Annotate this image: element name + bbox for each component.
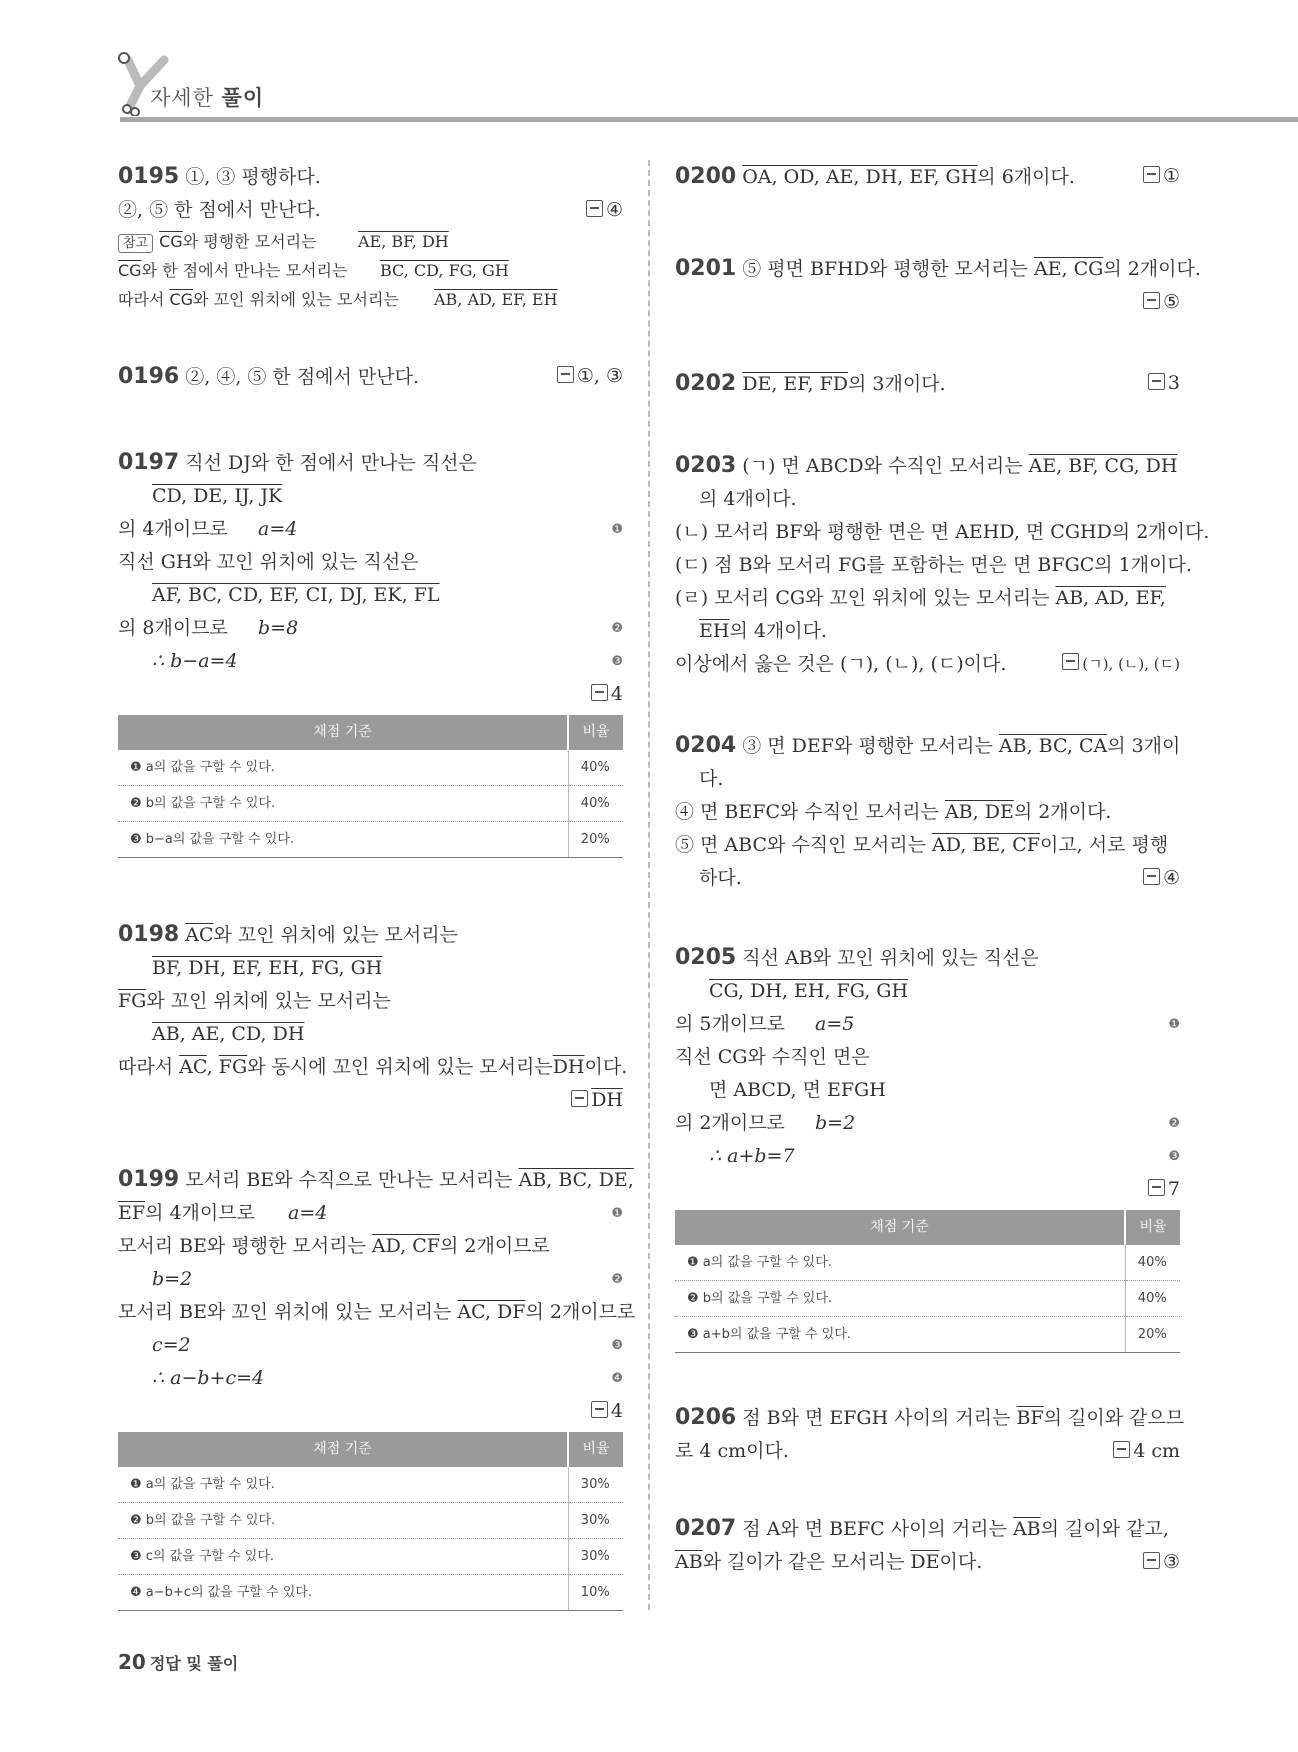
table-row: ❶ a의 값을 구할 수 있다. 40%	[118, 750, 623, 786]
problem-0199: 0199 모서리 BE와 수직으로 만나는 모서리는 AB, BC, DE, $\overline{EF}$의 4개이므로 a=4 ❶ 모서리 BE와 평행한 모서리는 AD, CF의 2개이므로 b=2 ❷ 모서리 BE와 꼬인 위치에 있는 모서리는 AC, DF의 2개이므로 c=2 ❸ ∴ a−b+c=4 ❹ 4 채점 기준 비율 ❶ a의 값을 구할 수 있다. 30% ❷ b의 값을 구할 수 있다. 30% ❸ c의 값을 구할 수 있다. 30% ❹ a−b+c의 값을 구할 수 있다. 10%	[118, 1163, 623, 1611]
answer-icon	[571, 1090, 588, 1107]
answer-icon	[1148, 373, 1165, 390]
section-title: 자세한 풀이	[150, 86, 265, 110]
answer-0201: ⑤	[1143, 286, 1180, 319]
answer-icon	[586, 200, 603, 217]
page-footer	[118, 1650, 238, 1674]
answer-0207: ③	[1143, 1546, 1180, 1579]
answer-0196: ①, ③	[557, 360, 623, 393]
scoring-table-0199: 채점 기준 비율 ❶ a의 값을 구할 수 있다. 30% ❷ b의 값을 구할 수 있다. 30% ❸ c의 값을 구할 수 있다. 30% ❹ a−b+c의 값을 구할 수 있다. 10%	[118, 1432, 623, 1611]
answer-0197: 4	[591, 678, 623, 711]
answer-icon	[1143, 292, 1160, 309]
scoring-table-0197: 채점 기준 비율 ❶ a의 값을 구할 수 있다. 40% ❷ b의 값을 구할 수 있다. 40% ❸ b−a의 값을 구할 수 있다. 20%	[118, 715, 623, 858]
answer-0199: 4	[591, 1395, 623, 1428]
note-0195: 참고 $\overline{CG}$와 평행한 모서리는 AE, BF, DH $\overline{CG}$와 한 점에서 만나는 모서리는 BC, CD, FG, GH 따라서 $\overline{CG}$와 꼬인 위치에 있는 모서리는 AB, AD, EF, EH	[118, 232, 558, 309]
problem-0207: 0207 점 A와 면 BEFC 사이의 거리는 $\overline{AB}$의 길이와 같고, $\overline{AB}$와 길이가 같은 모서리는 $\overline{DE}$이다. ③	[675, 1512, 1180, 1579]
table-row: ❸ a+b의 값을 구할 수 있다. 20%	[675, 1317, 1180, 1353]
answer-0205: 7	[1148, 1173, 1180, 1206]
problem-0198: 0198 $\overline{AC}$와 꼬인 위치에 있는 모서리는 BF, DH, EF, EH, FG, GH $\overline{FG}$와 꼬인 위치에 있는 모서리는 AB, AE, CD, DH 따라서 $\overline{AC}$, $\overline{FG}$와 동시에 꼬인 위치에 있는 모서리는$\overline{DH}$이다. $\overline{DH}$	[118, 918, 623, 1117]
problem-0206: 0206 점 B와 면 EFGH 사이의 거리는 $\overline{BF}$의 길이와 같으므 로 4 cm이다. 4 cm	[675, 1401, 1180, 1468]
problem-0196: 0196 ②, ④, ⑤ 한 점에서 만난다. ①, ③	[118, 360, 623, 394]
answer-icon	[1143, 868, 1160, 885]
answer-0195: ④	[586, 194, 623, 227]
answer-0203: (ㄱ), (ㄴ), (ㄷ)	[1062, 648, 1180, 681]
answer-0202: 3	[1148, 367, 1180, 400]
problem-0204: 0204 ③ 면 DEF와 평행한 모서리는 AB, BC, CA의 3개이 다. ④ 면 BEFC와 수직인 모서리는 AB, DE의 2개이다. ⑤ 면 ABC와 수직인 모서리는 AD, BE, CF이고, 서로 평행 하다. ④	[675, 729, 1180, 895]
answer-0200: ①	[1143, 160, 1180, 193]
answer-icon	[1143, 166, 1160, 183]
left-column	[118, 160, 636, 1611]
table-row: ❷ b의 값을 구할 수 있다. 40%	[118, 786, 623, 822]
answer-icon	[1143, 1552, 1160, 1569]
table-row: ❸ c의 값을 구할 수 있다. 30%	[118, 1539, 623, 1575]
right-column	[675, 160, 1210, 1579]
column-divider	[648, 160, 650, 1610]
table-row: ❶ a의 값을 구할 수 있다. 40%	[675, 1245, 1180, 1281]
table-row: ❶ a의 값을 구할 수 있다. 30%	[118, 1467, 623, 1503]
answer-0206: 4 cm	[1113, 1435, 1180, 1468]
problem-0202: 0202 DE, EF, FD의 3개이다. 3	[675, 367, 1180, 401]
problem-0203: 0203 (ㄱ) 면 ABCD와 수직인 모서리는 AE, BF, CG, DH 의 4개이다. (ㄴ) 모서리 BF와 평행한 면은 면 AEHD, 면 CGHD의 2개이다. (ㄷ) 점 B와 모서리 FG를 포함하는 면은 면 BFGC의 1개이다. (ㄹ) 모서리 CG와 꼬인 위치에 있는 모서리는 AB, AD, EF, $\overline{EH}$의 4개이다. 이상에서 옳은 것은 (ㄱ), (ㄴ), (ㄷ)이다. (ㄱ), (ㄴ), (ㄷ)	[675, 449, 1180, 681]
scoring-table-0205: 채점 기준 비율 ❶ a의 값을 구할 수 있다. 40% ❷ b의 값을 구할 수 있다. 40% ❸ a+b의 값을 구할 수 있다. 20%	[675, 1210, 1180, 1353]
header-rule	[120, 117, 1298, 122]
answer-icon	[1062, 653, 1079, 670]
table-row: ❹ a−b+c의 값을 구할 수 있다. 10%	[118, 1575, 623, 1611]
problem-0205: 0205 직선 AB와 꼬인 위치에 있는 직선은 CG, DH, EH, FG, GH 의 5개이므로 a=5 ❶ 직선 CG와 수직인 면은 면 ABCD, 면 EFGH 의 2개이므로 b=2 ❷ ∴ a+b=7 ❸ 7 채점 기준 비율 ❶ a의 값을 구할 수 있다. 40% ❷ b의 값을 구할 수 있다. 40% ❸ a+b의 값을 구할 수 있다. 20%	[675, 941, 1180, 1353]
problem-0197: 0197 직선 DJ와 한 점에서 만나는 직선은 CD, DE, IJ, JK 의 4개이므로 a=4 ❶ 직선 GH와 꼬인 위치에 있는 직선은 AF, BC, CD, EF, CI, DJ, EK, FL 의 8개이므로 b=8 ❷ ∴ b−a=4 ❸ 4 채점 기준 비율 ❶ a의 값을 구할 수 있다. 40% ❷ b의 값을 구할 수 있다. 40% ❸ b−a의 값을 구할 수 있다. 20%	[118, 446, 623, 858]
answer-icon	[591, 684, 608, 701]
problem-0201: 0201 ⑤ 평면 BFHD와 평행한 모서리는 AE, CG의 2개이다. ⑤	[675, 252, 1180, 319]
answer-0198: $\overline{DH}$	[571, 1084, 623, 1117]
answer-icon	[591, 1401, 608, 1418]
table-row: ❷ b의 값을 구할 수 있다. 30%	[118, 1503, 623, 1539]
answer-0204: ④	[1143, 862, 1180, 895]
table-row: ❸ b−a의 값을 구할 수 있다. 20%	[118, 822, 623, 858]
answer-icon	[557, 366, 574, 383]
problem-0195: 0195 ①, ③ 평행하다. ②, ⑤ 한 점에서 만난다. ④ 참고 $\overline{CG}$와 평행한 모서리는 AE, BF, DH $\overline{CG}$와 한 점에서 만나는 모서리는 BC, CD, FG, GH 따라서 $\overline{CG}$와 꼬인 위치에 있는 모서리는 AB, AD, EF, EH	[118, 160, 623, 314]
answer-icon	[1148, 1179, 1165, 1196]
page-number: 20	[118, 1650, 146, 1674]
table-row: ❷ b의 값을 구할 수 있다. 40%	[675, 1281, 1180, 1317]
answer-icon	[1113, 1441, 1130, 1458]
footer-label: 정답 및 풀이	[149, 1654, 239, 1673]
problem-0200: 0200 OA, OD, AE, DH, EF, GH의 6개이다. ①	[675, 160, 1180, 194]
